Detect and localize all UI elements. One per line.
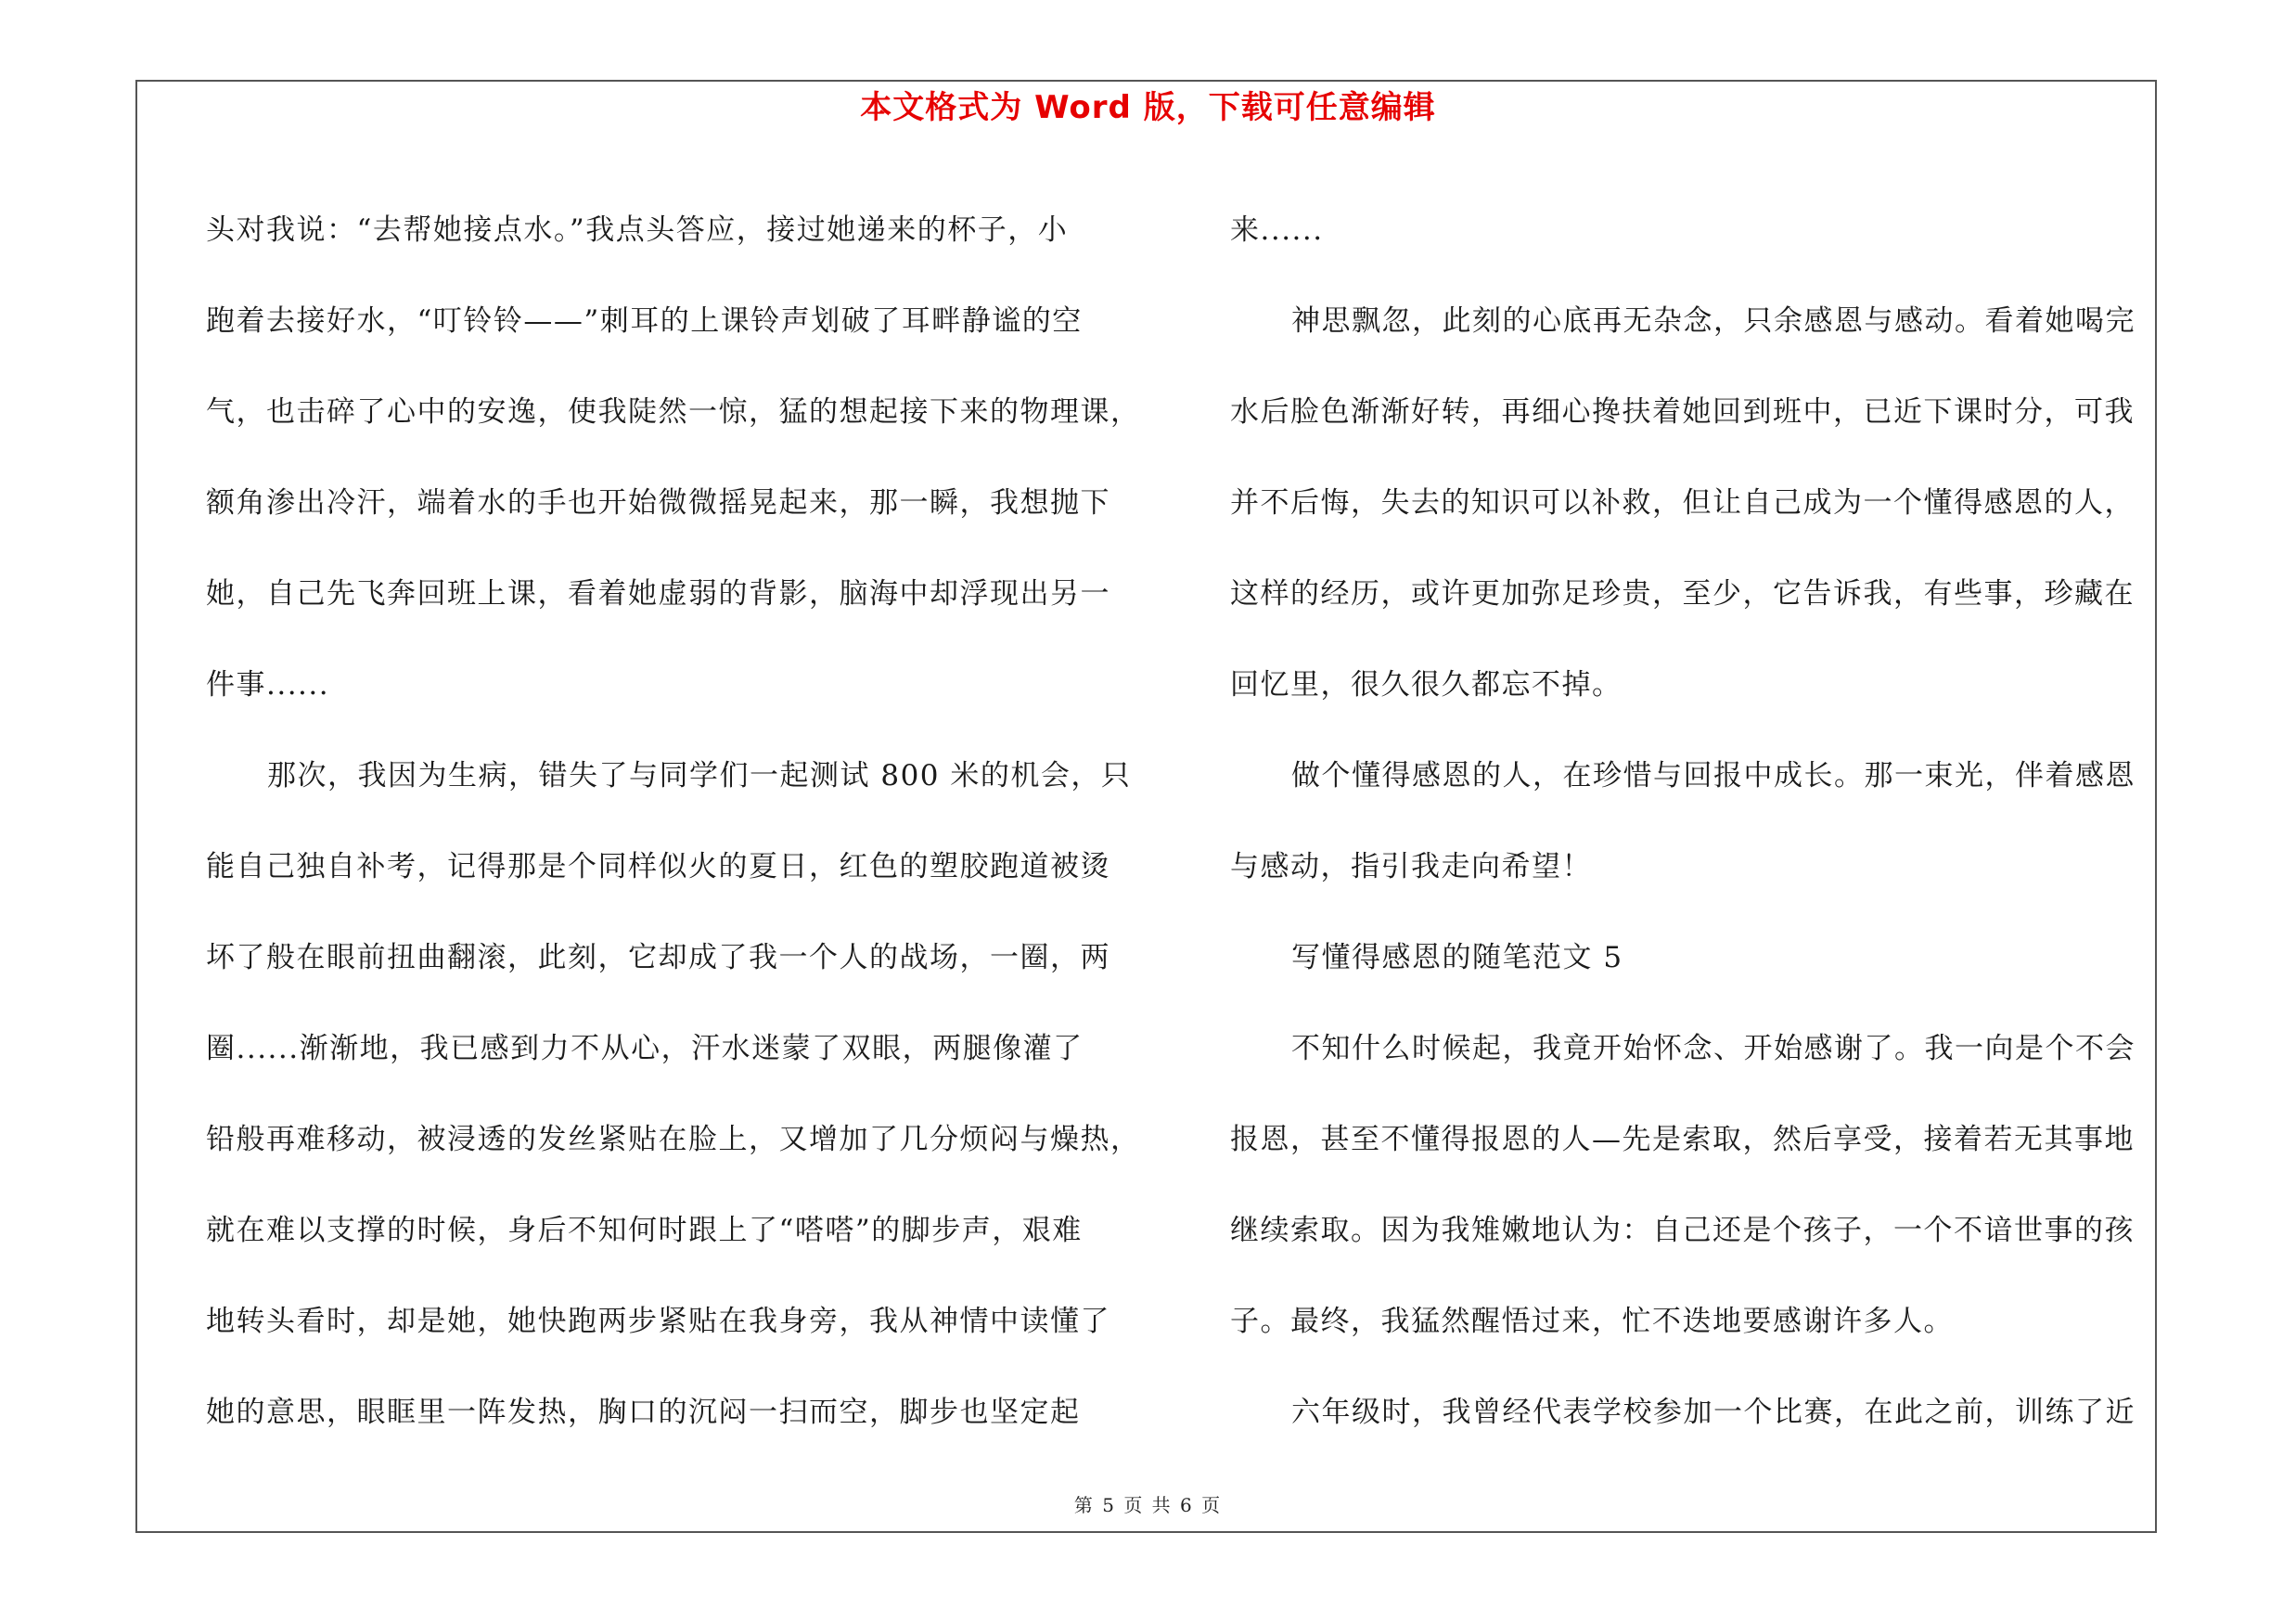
text-line: 子。最终，我猛然醒悟过来，忙不迭地要感谢许多人。 <box>1230 1305 1954 1338</box>
left-text-column <box>206 185 1141 1458</box>
text-line: 她，自己先飞奔回班上课，看着她虚弱的背影，脑海中却浮现出另一 <box>206 577 1110 611</box>
text-line: 跑着去接好水，“叮铃铃——”刺耳的上课铃声划破了耳畔静谧的空 <box>206 304 1083 338</box>
text-line: 神思飘忽，此刻的心底再无杂念，只余感恩与感动。看着她喝完 <box>1291 304 2136 338</box>
text-line: 回忆里，很久很久都忘不掉。 <box>1230 668 1623 702</box>
text-line: 并不后悔，失去的知识可以补救，但让自己成为一个懂得感恩的人， <box>1230 486 2135 520</box>
text-line: 圈......渐渐地，我已感到力不从心，汗水迷蒙了双眼，两腿像灌了 <box>206 1032 1084 1065</box>
text-line: 来...... <box>1230 213 1324 247</box>
text-line: 件事...... <box>206 668 330 702</box>
text-line: 六年级时，我曾经代表学校参加一个比赛，在此之前，训练了近 <box>1291 1396 2136 1429</box>
text-line: 写懂得感恩的随笔范文 5 <box>1291 941 1623 974</box>
text-line: 那次，我因为生病，错失了与同学们一起测试 800 米的机会，只 <box>267 759 1132 792</box>
header-banner: 本文格式为 Word 版，下载可任意编辑 <box>860 89 1436 126</box>
text-line: 头对我说：“去帮她接点水。”我点头答应，接过她递来的杯子，小 <box>206 213 1069 247</box>
text-line: 地转头看时，却是她，她快跑两步紧贴在我身旁，我从神情中读懂了 <box>206 1305 1110 1338</box>
text-line: 额角渗出冷汗，端着水的手也开始微微摇晃起来，那一瞬，我想抛下 <box>206 486 1110 520</box>
text-line: 气，也击碎了心中的安逸，使我陡然一惊，猛的想起接下来的物理课， <box>206 395 1141 429</box>
text-line: 她的意思，眼眶里一阵发热，胸口的沉闷一扫而空，脚步也坚定起 <box>206 1396 1081 1429</box>
text-line: 能自己独自补考，记得那是个同样似火的夏日，红色的塑胶跑道被烫 <box>206 850 1110 883</box>
text-line: 铅般再难移动，被浸透的发丝紧贴在脸上，又增加了几分烦闷与燥热， <box>206 1123 1141 1156</box>
text-line: 不知什么时候起，我竟开始怀念、开始感谢了。我一向是个不会 <box>1291 1032 2136 1065</box>
text-line: 继续索取。因为我雉嫩地认为：自己还是个孩子，一个不谙世事的孩 <box>1230 1214 2135 1247</box>
text-line: 与感动，指引我走向希望！ <box>1230 850 1592 883</box>
text-line: 这样的经历，或许更加弥足珍贵，至少，它告诉我，有些事，珍藏在 <box>1230 577 2135 611</box>
page-number-footer: 第 5 页 共 6 页 <box>1073 1494 1223 1516</box>
text-line: 坏了般在眼前扭曲翻滚，此刻，它却成了我一个人的战场，一圈，两 <box>206 941 1110 974</box>
text-line: 报恩，甚至不懂得报恩的人—先是索取，然后享受，接着若无其事地 <box>1230 1123 2135 1156</box>
right-text-column <box>1230 185 2158 1458</box>
text-line: 就在难以支撑的时候，身后不知何时跟上了“嗒嗒”的脚步声，艰难 <box>206 1214 1083 1247</box>
text-line: 做个懂得感恩的人，在珍惜与回报中成长。那一束光，伴着感恩 <box>1291 759 2136 792</box>
text-line: 水后脸色渐渐好转，再细心搀扶着她回到班中，已近下课时分，可我 <box>1230 395 2135 429</box>
